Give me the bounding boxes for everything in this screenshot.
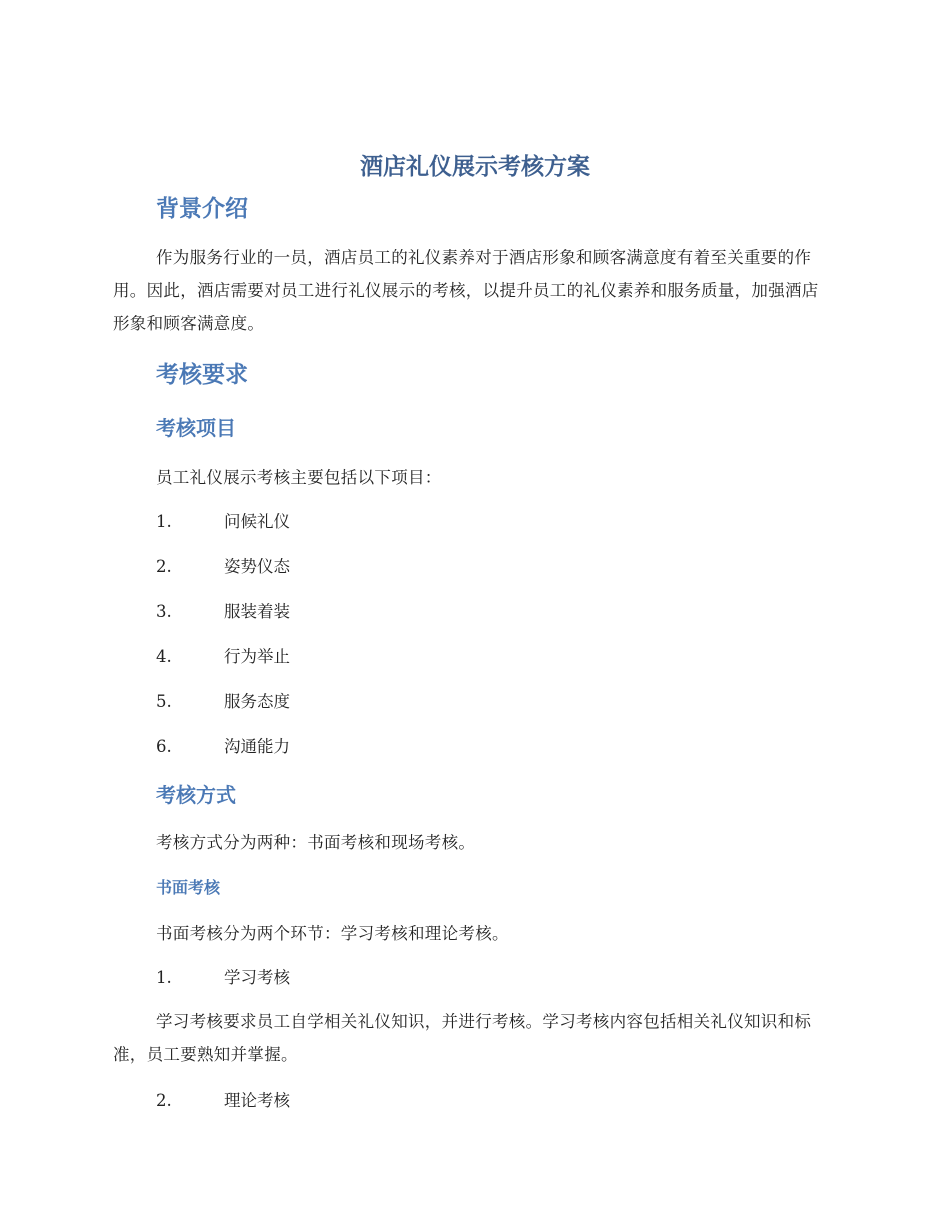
list-number: 5. <box>156 692 172 711</box>
list-item <box>156 688 290 712</box>
list-item <box>156 553 290 577</box>
heading-written-assessment: 书面考核 <box>156 878 221 897</box>
list-item <box>156 598 290 622</box>
list-number: 1. <box>156 512 172 531</box>
list-number: 4. <box>156 647 172 666</box>
list-label: 沟通能力 <box>224 737 290 756</box>
heading-requirements: 考核要求 <box>156 362 248 388</box>
list-label: 服务态度 <box>224 692 290 711</box>
list-item <box>156 643 290 667</box>
list-number: 2. <box>156 557 172 576</box>
list-item <box>156 1087 290 1111</box>
list-label: 问候礼仪 <box>224 512 290 531</box>
list-label: 行为举止 <box>224 647 290 666</box>
method-intro: 考核方式分为两种：书面考核和现场考核。 <box>156 833 476 852</box>
list-number: 2. <box>156 1091 172 1110</box>
document-title: 酒店礼仪展示考核方案 <box>360 154 590 180</box>
study-paragraph: 学习考核要求员工自学相关礼仪知识，并进行考核。学习考核内容包括相关礼仪知识和标准，员工要熟知并掌握。 <box>113 1012 812 1064</box>
list-number: 3. <box>156 602 172 621</box>
list-item <box>156 964 290 988</box>
list-item <box>156 733 290 757</box>
background-paragraph: 作为服务行业的一员，酒店员工的礼仪素养对于酒店形象和顾客满意度有着至关重要的作用。因此，酒店需要对员工进行礼仪展示的考核，以提升员工的礼仪素养和服务质量，加强酒店形象和顾客满意度。 <box>113 248 819 333</box>
list-number: 1. <box>156 968 172 987</box>
list-label: 理论考核 <box>224 1091 290 1110</box>
list-label: 学习考核 <box>224 968 290 987</box>
list-label: 服装着装 <box>224 602 290 621</box>
items-intro: 员工礼仪展示考核主要包括以下项目： <box>156 468 442 487</box>
heading-assessment-items: 考核项目 <box>156 416 236 440</box>
heading-assessment-method: 考核方式 <box>156 783 236 807</box>
written-intro: 书面考核分为两个环节：学习考核和理论考核。 <box>156 924 509 943</box>
heading-background: 背景介绍 <box>156 196 248 222</box>
list-item <box>156 508 290 532</box>
list-number: 6. <box>156 737 172 756</box>
list-label: 姿势仪态 <box>224 557 290 576</box>
